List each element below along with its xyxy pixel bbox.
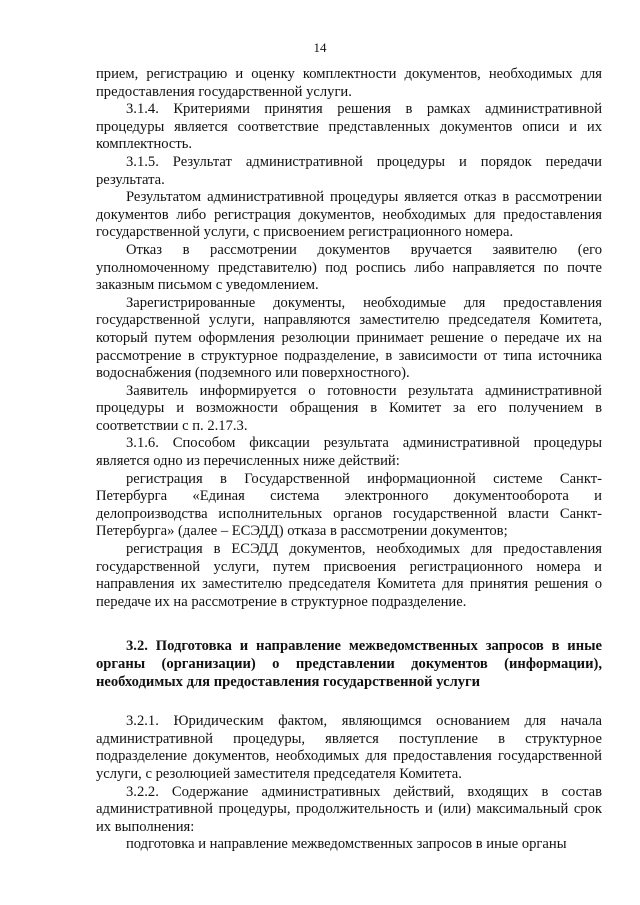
section-heading: 3.2. Подготовка и направление межведомственных запросов в иные органы (организации) о представлении документов (информации), необходимых для предоставления государственной услуги (96, 638, 602, 690)
paragraph: подготовка и направление межведомственных запросов в иные органы (126, 836, 567, 853)
page-content (96, 66, 602, 854)
paragraph: Отказ в рассмотрении документов вручается заявителю (его уполномоченному представителю) под роспись либо направляется по почте заказным письмом с уведомлением. (96, 241, 602, 294)
paragraph: прием, регистрацию и оценку комплектности документов, необходимых для предоставления государственной услуги. (96, 66, 602, 100)
page-number: 14 (313, 40, 327, 55)
text-block-before (96, 66, 602, 611)
paragraph: регистрация в Государственной информационной системе Санкт-Петербурга «Единая система электронного документооборота и делопроизводства исполнительных органов государственной власти Санкт-Петербурга» (далее – ЕСЭДД) отказа в рассмотрении документов; (96, 470, 602, 540)
paragraph: 3.1.4. Критериями принятия решения в рамках административной процедуры является соответствие представленных документов описи и их комплектность. (96, 101, 602, 153)
paragraph: регистрация в ЕСЭДД документов, необходимых для предоставления государственной услуги, путем присвоения регистрационного номера и направления их заместителю председателя Комитета для принятия решения о передаче их на рассмотрение в структурное подразделение. (96, 541, 602, 610)
text-block-after (96, 713, 602, 854)
paragraph: 3.1.6. Способом фиксации результата административной процедуры является одно из перечисленных ниже действий: (96, 435, 602, 470)
paragraph: Зарегистрированные документы, необходимые для предоставления государственной услуги, направляются заместителю председателя Комитета, который путем оформления резолюции принимает решение о передаче их на рассмотрение в структурное подразделение, в зависимости от типа источника водоснабжения (подземного или поверхностного). (96, 294, 602, 382)
paragraph: 3.2.1. Юридическим фактом, являющимся основанием для начала административной процедуры, является поступление в структурное подразделение документов, необходимых для предоставления государственной услуги, с резолюцией заместителя председателя Комитета. (96, 713, 602, 782)
paragraph: 3.2.2. Содержание административных действий, входящих в состав административной процедуры, продолжительность и (или) максимальный срок их выполнения: (96, 783, 602, 835)
paragraph: Заявитель информируется о готовности результата административной процедуры и возможности обращения в Комитет за его получением в соответствии с п. 2.17.3. (96, 382, 602, 434)
paragraph: 3.1.5. Результат административной процедуры и порядок передачи результата. (96, 153, 602, 188)
paragraph: Результатом административной процедуры является отказ в рассмотрении документов либо регистрация документов, необходимых для предоставления государственной услуги, с присвоением регистрационного номера. (96, 189, 602, 241)
